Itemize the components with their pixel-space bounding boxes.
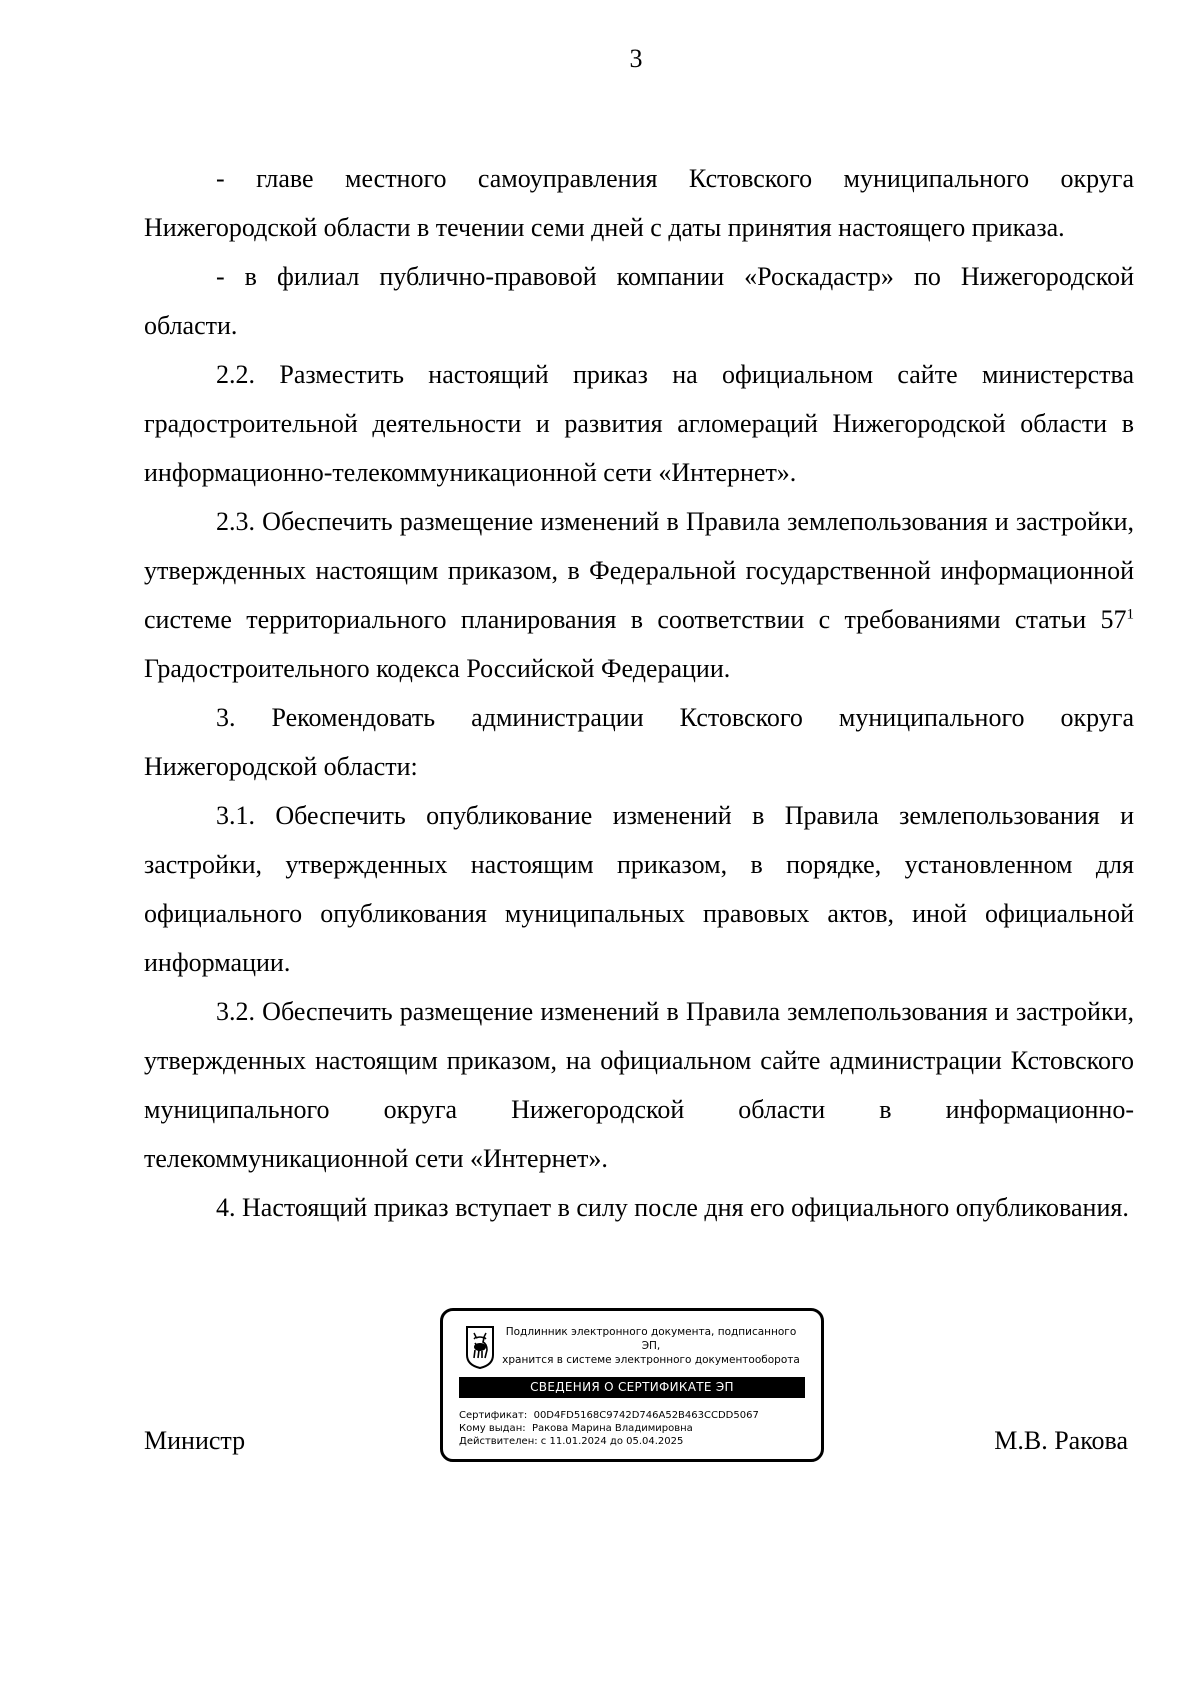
electronic-signature-stamp bbox=[440, 1308, 824, 1462]
signatory-title: Министр bbox=[144, 1426, 246, 1455]
stamp-note bbox=[501, 1325, 801, 1367]
superscript: 1 bbox=[1126, 606, 1134, 623]
paragraph-text: Градостроительного кодекса Российской Федерации. bbox=[144, 654, 731, 683]
certificate-value: 00D4FD5168C9742D746A52B463CCDD5067 bbox=[533, 1410, 759, 1421]
paragraph: 2.2. Разместить настоящий приказ на официальном сайте министерства градостроительной деятельности и развития агломераций Нижегородской области в информационно-телекоммуникационной сети «Интернет». bbox=[144, 360, 1134, 487]
page-number: 3 bbox=[629, 44, 643, 73]
certificate-label: Действителен: bbox=[459, 1436, 538, 1447]
paragraph: 3. Рекомендовать администрации Кстовского муниципального округа Нижегородской области: bbox=[144, 703, 1134, 781]
document-body bbox=[144, 154, 1134, 1232]
paragraph: - в филиал публично-правовой компании «Роскадастр» по Нижегородской области. bbox=[144, 262, 1134, 340]
paragraph: - главе местного самоуправления Кстовского муниципального округа Нижегородской области в течении семи дней с даты принятия настоящего приказа. bbox=[144, 164, 1134, 242]
certificate-value: Ракова Марина Владимировна bbox=[531, 1423, 693, 1434]
stamp-header: СВЕДЕНИЯ О СЕРТИФИКАТЕ ЭП bbox=[459, 1377, 805, 1398]
paragraph-text: 2.3. Обеспечить размещение изменений в Правила землепользования и застройки, утвержденных настоящим приказом, в Федеральной государственной информационной системе территориального планирования в соответствии с требованиями статьи 57 bbox=[144, 507, 1134, 634]
certificate-row bbox=[459, 1409, 809, 1422]
paragraph: 3.2. Обеспечить размещение изменений в Правила землепользования и застройки, утвержденных настоящим приказом, на официальном сайте администрации Кстовского муниципального округа Нижегородской области в информационно-телекоммуникационной сети «Интернет». bbox=[144, 997, 1134, 1173]
certificate-details bbox=[459, 1409, 809, 1448]
stamp-note-line: хранится в системе электронного документооборота bbox=[502, 1354, 800, 1366]
certificate-label: Кому выдан: bbox=[459, 1423, 526, 1434]
signatory-name: М.В. Ракова bbox=[994, 1426, 1128, 1455]
paragraph: 4. Настоящий приказ вступает в силу после дня его официального опубликования. bbox=[216, 1193, 1129, 1222]
paragraph: 3.1. Обеспечить опубликование изменений в Правила землепользования и застройки, утвержденных настоящим приказом, в порядке, установленном для официального опубликования муниципальных правовых актов, иной официальной информации. bbox=[144, 801, 1134, 977]
certificate-value: с 11.01.2024 до 05.04.2025 bbox=[540, 1436, 684, 1447]
certificate-row bbox=[459, 1422, 809, 1435]
certificate-label: Сертификат: bbox=[459, 1410, 528, 1421]
paragraph bbox=[144, 497, 1134, 693]
coat-of-arms-icon bbox=[465, 1325, 495, 1369]
stamp-note-line: Подлинник электронного документа, подписанного ЭП, bbox=[505, 1326, 797, 1352]
certificate-row bbox=[459, 1435, 809, 1448]
